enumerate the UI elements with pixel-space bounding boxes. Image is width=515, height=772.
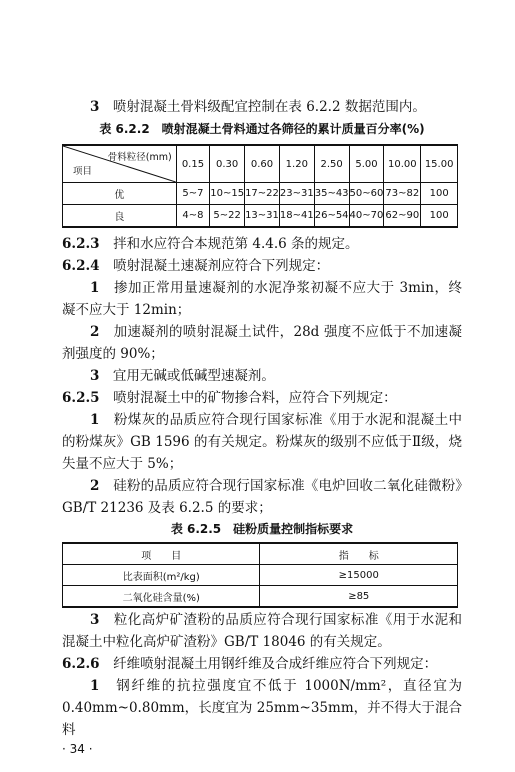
section-text: 喷射混凝土中的矿物掺合料，应符合下列规定： [113,390,397,406]
item-6-2-4-1 [62,277,462,321]
item-number: 3 [90,612,100,628]
table-cell: ≥15000 [260,565,458,586]
section-6-2-5 [62,387,462,409]
section-text: 拌和水应符合本规范第 4.4.6 条的规定。 [113,236,359,252]
section-number: 6.2.5 [62,390,100,406]
item-number: 1 [90,280,100,296]
section-6-2-3 [62,233,462,255]
diagonal-header-cell [63,145,177,183]
column-header: 0.60 [245,145,280,183]
header-particle-size: 骨料粒径(mm) [107,152,172,163]
item-number: 3 [90,368,100,384]
item-text: 掺加正常用量速凝剂的水泥净浆初凝不应大于 3min，终凝不应大于 12min； [62,280,462,318]
item-text: 粉煤灰的品质应符合现行国家标准《用于水泥和混凝土中的粉煤灰》GB 1596 的有关规定。粉煤灰的级别不应低于Ⅱ级，烧失量不应大于 5%； [62,412,463,472]
table-cell: 62~90 [384,205,421,228]
table-cell: 73~82 [384,183,421,205]
item-number: 2 [90,478,100,494]
table-cell: 23~31 [279,183,314,205]
item-number: 1 [90,678,100,694]
item-6-2-5-1 [62,409,462,475]
column-header: 指 标 [260,543,458,565]
item-text: 加速凝剂的喷射混凝土试件，28d 强度不应低于不加速凝剂强度的 90%； [62,324,462,362]
section-6-2-4 [62,255,462,277]
section-6-2-6 [62,653,462,675]
table-6-2-5-caption: 表 6.2.5 硅粉质量控制指标要求 [170,522,354,536]
item-6-2-4-3 [62,365,462,387]
column-header: 2.50 [314,145,349,183]
item-text: 粒化高炉矿渣粉的品质应符合现行国家标准《用于水泥和混凝土中粒化高炉矿渣粉》GB/T 18046 的有关规定。 [62,612,463,650]
table-row [63,183,458,205]
item-number: 1 [90,412,100,428]
table-row [63,586,458,608]
item-text: 硅粉的品质应符合现行国家标准《电炉回收二氧化硅微粉》GB/T 21236 及表 6.2.5 的要求； [62,478,462,516]
row-label: 优 [63,183,177,205]
table-cell: 18~41 [279,205,314,228]
section-number: 6.2.3 [62,236,100,252]
column-header: 5.00 [349,145,384,183]
item-text: 宜用无碱或低碱型速凝剂。 [112,368,275,384]
header-item: 项目 [73,166,93,177]
row-label: 良 [63,205,177,228]
table-cell: 5~22 [210,205,245,228]
table-cell: 100 [421,183,458,205]
item-text: 钢纤维的抗拉强度宜不低于 1000N/mm²，直径宜为 0.40mm~0.80mm，长度宜为 25mm~35mm，并不得大于混合料 [62,678,462,738]
column-header: 10.00 [384,145,421,183]
aggregate-grading-table [62,144,458,228]
table-cell: 35~43 [314,183,349,205]
page-number: · 34 · [62,742,93,756]
section-number: 6.2.4 [62,258,100,274]
table-cell: 4~8 [176,205,210,228]
table-cell: 40~70 [349,205,384,228]
item-6-2-5-3 [62,609,462,653]
table-header-row [63,543,458,565]
column-header: 0.30 [210,145,245,183]
column-header: 1.20 [279,145,314,183]
table-6-2-2-caption: 表 6.2.2 喷射混凝土骨料通过各筛径的累计质量百分率(%) [99,122,425,136]
item-number: 3 [90,99,100,115]
table-cell: 13~31 [245,205,280,228]
table-cell: 17~22 [245,183,280,205]
table-row [63,565,458,586]
silica-fume-table [62,542,458,608]
table-cell: 50~60 [349,183,384,205]
table-cell: 100 [421,205,458,228]
paragraph-text: 喷射混凝土骨料级配宜控制在表 6.2.2 数据范围内。 [112,99,426,115]
item-6-2-6-1 [62,675,462,741]
column-header: 15.00 [421,145,458,183]
item-6-2-4-2 [62,321,462,365]
section-number: 6.2.6 [62,656,100,672]
table-cell: 26~54 [314,205,349,228]
table-cell: 二氧化硅含量(%) [63,586,260,608]
section-text: 纤维喷射混凝土用钢纤维及合成纤维应符合下列规定： [113,656,438,672]
section-text: 喷射混凝土速凝剂应符合下列规定： [113,258,330,274]
paragraph-aggregate-grading [62,96,462,118]
item-6-2-5-2 [62,475,462,519]
column-header: 项 目 [63,543,260,565]
table-header-row [63,145,458,183]
table-cell: 比表面积(m²/kg) [63,565,260,586]
table-cell: ≥85 [260,586,458,608]
column-header: 0.15 [176,145,210,183]
item-number: 2 [90,324,100,340]
table-cell: 10~15 [210,183,245,205]
table-row [63,205,458,228]
table-cell: 5~7 [176,183,210,205]
